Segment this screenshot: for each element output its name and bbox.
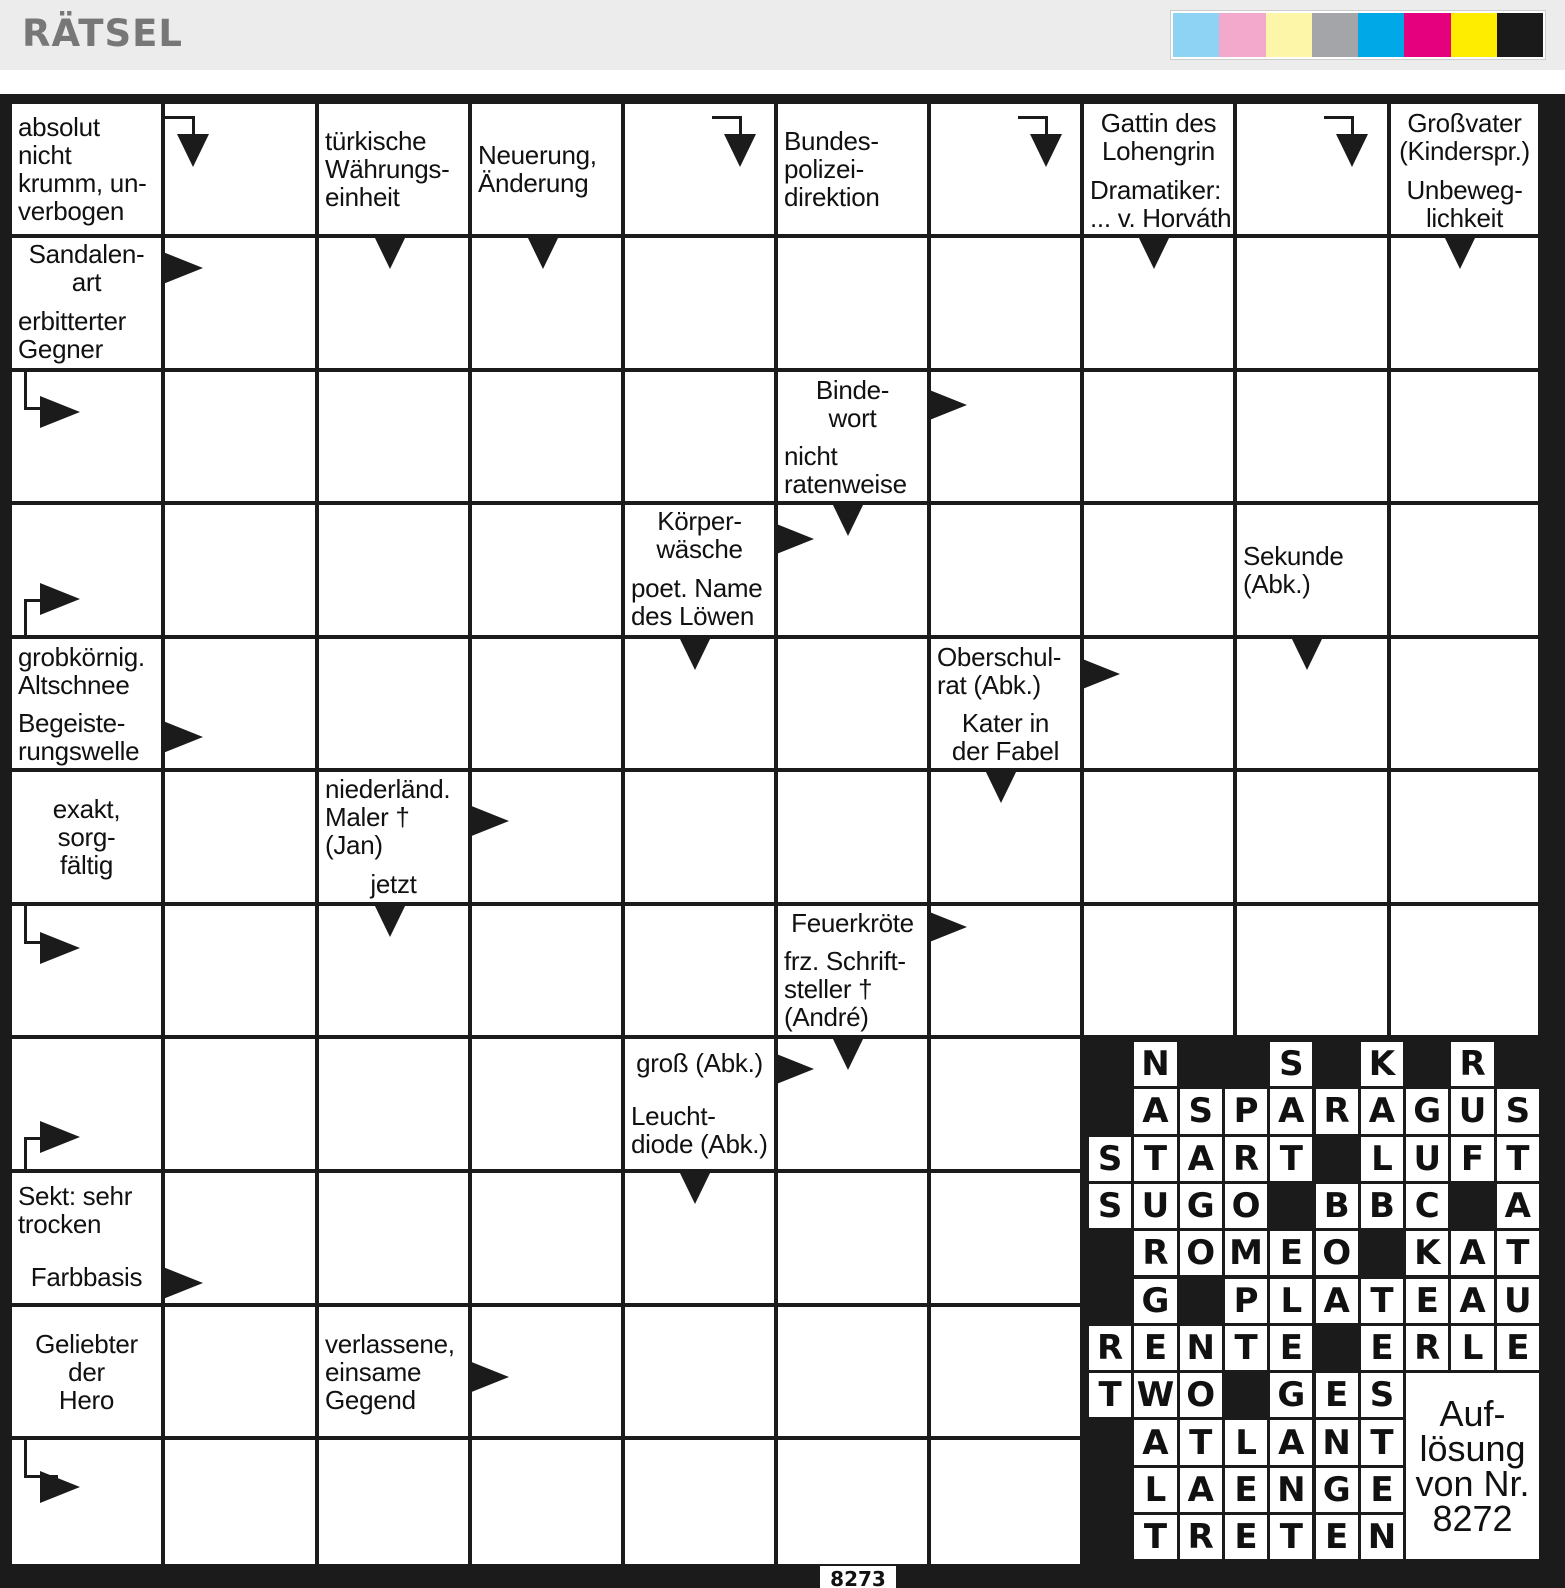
clue-text: Unbeweg- [1406, 175, 1523, 205]
arrow-right-icon [163, 252, 203, 284]
clue-text: ratenweise [784, 469, 907, 499]
solution-cell: N [1180, 1326, 1222, 1370]
color-swatch [1404, 13, 1450, 57]
grid-cell[interactable] [165, 1440, 315, 1564]
clue-text: einsame [325, 1356, 422, 1387]
arrow-down-icon [374, 236, 406, 269]
color-swatch [1451, 13, 1497, 57]
grid-cell[interactable] [472, 639, 621, 768]
grid-cell[interactable] [778, 772, 927, 902]
solution-cell: G [1180, 1184, 1222, 1228]
clue-unbeweg [1391, 174, 1538, 234]
solution-cell: U [1497, 1279, 1539, 1323]
solution-cell: T [1089, 1373, 1131, 1417]
solution-cell: B [1316, 1184, 1358, 1228]
solution-cell: E [1225, 1515, 1267, 1559]
grid-cell[interactable] [319, 639, 468, 768]
solution-label-line: lösung [1419, 1428, 1526, 1470]
solution-cell: G [1134, 1279, 1176, 1323]
clue-gattin [1084, 104, 1233, 170]
clue-text: Geliebter [35, 1328, 138, 1359]
grid-cell[interactable] [472, 906, 621, 1035]
clue-text: Oberschul- [937, 641, 1062, 672]
arrow-right-icon [40, 1121, 80, 1153]
header-bar [0, 0, 1565, 70]
arrow-down-icon [1336, 134, 1368, 167]
grid-cell[interactable] [778, 1307, 927, 1436]
clue-text: Gattin des [1100, 108, 1217, 138]
solution-cell: S [1089, 1184, 1131, 1228]
solution-cell: T [1361, 1279, 1403, 1323]
clue-text: poet. Name [631, 573, 763, 603]
clue-gross [625, 1039, 774, 1086]
arrow-down-icon [724, 134, 756, 167]
solution-label-line: von Nr. [1415, 1463, 1530, 1505]
solution-cell: E [1497, 1326, 1539, 1370]
clue-text: erbitterter [18, 306, 126, 336]
solution-label [1406, 1373, 1539, 1559]
grid-cell[interactable] [165, 1039, 315, 1169]
clue-text: Gegend [325, 1384, 416, 1415]
grid-cell[interactable] [931, 1440, 1080, 1564]
solution-cell: A [1180, 1137, 1222, 1181]
clue-text: absolut [18, 112, 100, 142]
grid-cell[interactable] [165, 906, 315, 1035]
clue-sandalen [12, 238, 161, 298]
solution-cell: S [1361, 1373, 1403, 1417]
grid-cell[interactable] [1084, 505, 1233, 635]
arrow-down-icon [832, 503, 864, 536]
solution-label-line: 8272 [1432, 1498, 1513, 1540]
grid-cell[interactable] [319, 505, 468, 635]
solution-cell: K [1406, 1231, 1448, 1275]
grid-cell[interactable] [1391, 639, 1538, 768]
grid-cell[interactable] [165, 372, 315, 501]
arrow-right-icon [163, 721, 203, 753]
grid-cell[interactable] [778, 238, 927, 368]
solution-cell: E [1270, 1231, 1312, 1275]
arrow-down-icon [177, 134, 209, 167]
solution-cell: N [1134, 1042, 1176, 1086]
grid-cell[interactable] [1391, 772, 1538, 902]
grid-cell[interactable] [931, 1307, 1080, 1436]
clue-text: exakt, [52, 794, 121, 824]
grid-cell[interactable] [1391, 372, 1538, 501]
clue-text: wort [828, 402, 877, 433]
clue-geliebter [12, 1307, 161, 1436]
clue-text: polizei- [784, 154, 864, 184]
grid-cell[interactable] [625, 238, 774, 368]
clue-text: Lohengrin [1102, 136, 1215, 166]
clue-text: trocken [18, 1209, 102, 1239]
solution-cell: E [1270, 1326, 1312, 1370]
grid-cell[interactable] [319, 1039, 468, 1169]
solution-cell: G [1406, 1089, 1448, 1133]
arrow-down-icon [985, 770, 1017, 803]
arrow-down-icon [679, 637, 711, 670]
solution-cell: E [1406, 1279, 1448, 1323]
clue-text: rungswelle [18, 736, 140, 766]
arrow-down-icon [679, 1171, 711, 1204]
arrow-down-icon [374, 904, 406, 937]
arrow-right-icon [40, 583, 80, 615]
solution-cell: T [1270, 1515, 1312, 1559]
grid-cell[interactable] [319, 1173, 468, 1303]
arrow-right-icon [469, 805, 509, 837]
clue-text: diode (Abk.) [631, 1128, 768, 1159]
clue-text: (André) [784, 1002, 869, 1032]
clue-text: Währungs- [325, 154, 450, 184]
solution-cell: E [1361, 1468, 1403, 1512]
grid-cell[interactable] [931, 1173, 1080, 1303]
color-swatch [1173, 13, 1219, 57]
grid-cell[interactable] [1084, 906, 1233, 1035]
grid-cell[interactable] [931, 1039, 1080, 1169]
grid-cell[interactable] [472, 505, 621, 635]
solution-cell: A [1451, 1279, 1493, 1323]
grid-cell[interactable] [1084, 772, 1233, 902]
hook-line-icon [712, 116, 742, 136]
clue-text: Sekunde [1243, 541, 1344, 571]
solution-cell: E [1134, 1326, 1176, 1370]
solution-cell: T [1134, 1515, 1176, 1559]
grid-cell[interactable] [778, 639, 927, 768]
arrow-down-icon [1138, 236, 1170, 269]
clue-neuerung [472, 104, 621, 234]
solution-cell: L [1225, 1420, 1267, 1464]
clue-text: Binde- [815, 374, 890, 405]
solution-cell: K [1361, 1042, 1403, 1086]
clue-jetzt [319, 866, 468, 902]
clue-text: Leucht- [631, 1100, 716, 1131]
clue-erbitterter [12, 302, 161, 368]
solution-cell: E [1361, 1326, 1403, 1370]
solution-cell: R [1180, 1515, 1222, 1559]
solution-cell: U [1134, 1184, 1176, 1228]
clue-text: rat (Abk.) [937, 669, 1041, 700]
arrow-down-icon [1291, 637, 1323, 670]
arrow-right-icon [774, 1053, 814, 1085]
clue-tuerkische [319, 104, 468, 234]
puzzle-number: 8273 [820, 1566, 896, 1588]
grid-cell[interactable] [625, 772, 774, 902]
clue-bundes [778, 104, 927, 234]
clue-text: groß (Abk.) [636, 1047, 763, 1078]
grid-cell[interactable] [319, 1440, 468, 1564]
clue-text: (Jan) [325, 830, 383, 860]
clue-text: Gegner [18, 334, 103, 364]
arrow-down-icon [832, 1037, 864, 1070]
arrow-down-icon [527, 236, 559, 269]
solution-cell: P [1225, 1279, 1267, 1323]
solution-cell: E [1316, 1373, 1358, 1417]
clue-text: verbogen [18, 196, 125, 226]
solution-cell: E [1225, 1468, 1267, 1512]
clue-bindewort [778, 372, 927, 435]
solution-cell: N [1361, 1515, 1403, 1559]
solution-cell: G [1316, 1468, 1358, 1512]
grid-cell[interactable] [1237, 772, 1387, 902]
arrow-right-icon [927, 911, 967, 943]
grid-cell[interactable] [472, 772, 621, 902]
color-swatch [1497, 13, 1543, 57]
solution-cell: P [1225, 1089, 1267, 1133]
solution-cell: R [1451, 1042, 1493, 1086]
solution-cell: N [1316, 1420, 1358, 1464]
grid-cell[interactable] [778, 1173, 927, 1303]
clue-text: steller † [784, 974, 873, 1004]
grid-cell[interactable] [165, 1307, 315, 1436]
solution-cell: R [1089, 1326, 1131, 1370]
clue-dramatiker [1084, 174, 1233, 234]
solution-cell: W [1134, 1373, 1176, 1417]
solution-cell: O [1180, 1373, 1222, 1417]
solution-cell: R [1406, 1326, 1448, 1370]
solution-cell: A [1361, 1089, 1403, 1133]
solution-cell: C [1406, 1184, 1448, 1228]
arrow-right-icon [927, 389, 967, 421]
solution-cell: O [1225, 1184, 1267, 1228]
grid-cell[interactable] [472, 1173, 621, 1303]
clue-text: Sandalen- [28, 239, 145, 269]
grid-cell[interactable] [625, 906, 774, 1035]
color-swatch [1358, 13, 1404, 57]
solution-label-line: Auf- [1439, 1393, 1506, 1435]
clue-poet [625, 569, 774, 635]
clue-text: fältig [59, 850, 114, 880]
solution-cell: L [1361, 1137, 1403, 1181]
solution-cell: T [1180, 1420, 1222, 1464]
clue-text: Feuerkröte [791, 907, 914, 938]
clue-text: Kater in [961, 708, 1050, 738]
clue-text: niederländ. [325, 774, 451, 804]
hook-line-icon [1018, 116, 1048, 136]
clue-text: krumm, un- [18, 168, 147, 198]
solution-cell: T [1134, 1137, 1176, 1181]
grid-cell[interactable] [319, 372, 468, 501]
hook-line-icon [163, 116, 195, 136]
clue-text: Hero [58, 1384, 115, 1415]
clue-text: türkische [325, 126, 427, 156]
hook-line-icon [24, 1137, 42, 1173]
solution-cell: S [1270, 1042, 1312, 1086]
clue-grossvater [1391, 104, 1538, 170]
arrow-down-icon [1444, 236, 1476, 269]
solution-cell: L [1451, 1326, 1493, 1370]
solution-cell: A [1316, 1279, 1358, 1323]
clue-text: ... v. Horváth [1090, 203, 1232, 233]
clue-text: des Löwen [631, 601, 755, 631]
solution-cell: N [1270, 1468, 1312, 1512]
clue-grobkoernig [12, 639, 161, 702]
grid-cell[interactable] [1391, 505, 1538, 635]
solution-cell: O [1180, 1231, 1222, 1275]
clue-text: Großvater [1407, 108, 1522, 138]
grid-cell[interactable] [1237, 104, 1387, 234]
grid-cell[interactable] [625, 1440, 774, 1564]
clue-nicht-raten [778, 439, 927, 501]
grid-cell[interactable] [1237, 372, 1387, 501]
solution-cell: T [1497, 1231, 1539, 1275]
solution-cell: O [1316, 1231, 1358, 1275]
clue-text: nicht [784, 441, 838, 471]
clue-text: Altschnee [18, 669, 130, 700]
clue-sekunde [1237, 505, 1387, 635]
solution-cell: F [1451, 1137, 1493, 1181]
solution-cell: R [1134, 1231, 1176, 1275]
solution-cell: A [1180, 1468, 1222, 1512]
clue-text: einheit [325, 182, 400, 212]
hook-line-icon [24, 1440, 58, 1478]
clue-text: Farbbasis [30, 1262, 143, 1292]
print-color-bar [1170, 10, 1546, 60]
clue-text: Maler † [325, 802, 410, 832]
arrow-right-icon [1080, 658, 1120, 690]
clue-absolut [12, 104, 161, 234]
solution-cell: A [1451, 1231, 1493, 1275]
grid-cell[interactable] [165, 772, 315, 902]
clue-koerper [625, 505, 774, 565]
clue-text: Körper- [657, 506, 742, 536]
solution-cell: S [1180, 1089, 1222, 1133]
page-title: RÄTSEL [22, 12, 183, 55]
clue-text: Bundes- [784, 126, 879, 156]
clue-text: (Abk.) [1243, 569, 1311, 599]
clue-text: nicht [18, 140, 72, 170]
grid-cell[interactable] [1084, 372, 1233, 501]
grid-cell[interactable] [625, 104, 774, 234]
solution-cell: S [1089, 1137, 1131, 1181]
solution-cell: G [1270, 1373, 1312, 1417]
solution-cell: R [1225, 1137, 1267, 1181]
clue-farbbasis [12, 1251, 161, 1303]
solution-cell: A [1134, 1089, 1176, 1133]
solution-cell: T [1225, 1326, 1267, 1370]
solution-cell: L [1270, 1279, 1312, 1323]
solution-cell: M [1225, 1231, 1267, 1275]
clue-frz [778, 943, 927, 1035]
clue-text: Begeiste- [18, 708, 126, 738]
clue-text: Neuerung, [478, 140, 597, 170]
hook-line-icon [24, 906, 58, 944]
solution-cell: R [1316, 1089, 1358, 1133]
clue-text: der Fabel [951, 736, 1060, 766]
clue-feuer [778, 906, 927, 939]
grid-cell[interactable] [472, 372, 621, 501]
clue-text: Dramatiker: [1090, 175, 1222, 205]
grid-cell[interactable] [165, 505, 315, 635]
clue-text: jetzt [370, 869, 417, 899]
grid-cell[interactable] [778, 1440, 927, 1564]
color-swatch [1266, 13, 1312, 57]
clue-text: frz. Schrift- [784, 946, 906, 976]
hook-line-icon [24, 599, 42, 635]
clue-text: grobkörnig. [18, 641, 145, 672]
solution-cell: T [1497, 1137, 1539, 1181]
clue-sekt [12, 1173, 161, 1247]
solution-cell: U [1451, 1089, 1493, 1133]
clue-exakt [12, 772, 161, 902]
solution-cell: T [1270, 1137, 1312, 1181]
clue-text: direktion [784, 182, 880, 212]
clue-begeisterung [12, 706, 161, 768]
grid-cell[interactable] [1391, 906, 1538, 1035]
solution-cell: T [1361, 1420, 1403, 1464]
color-swatch [1312, 13, 1358, 57]
arrow-down-icon [1030, 134, 1062, 167]
grid-cell[interactable] [1237, 238, 1387, 368]
color-swatch [1219, 13, 1265, 57]
solution-cell: A [1134, 1420, 1176, 1464]
clue-leucht [625, 1090, 774, 1169]
hook-line-icon [24, 372, 58, 410]
clue-text: sorg- [57, 822, 116, 852]
clue-oberschul [931, 639, 1080, 702]
grid-cell[interactable] [931, 505, 1080, 635]
grid-cell[interactable] [625, 1307, 774, 1436]
clue-verlassene [319, 1307, 468, 1436]
clue-text: der [68, 1356, 105, 1387]
arrow-right-icon [774, 523, 814, 555]
solution-cell: S [1497, 1089, 1539, 1133]
grid-cell[interactable] [931, 104, 1080, 234]
clue-text: Änderung [478, 168, 589, 198]
clue-text: lichkeit [1425, 203, 1504, 233]
clue-text: Sekt: sehr [18, 1181, 133, 1211]
arrow-right-icon [163, 1267, 203, 1299]
solution-cell: A [1270, 1420, 1312, 1464]
grid-cell[interactable] [472, 1039, 621, 1169]
clue-text: verlassene, [325, 1328, 455, 1359]
grid-cell[interactable] [931, 238, 1080, 368]
solution-cell: L [1134, 1468, 1176, 1512]
solution-cell: A [1270, 1089, 1312, 1133]
arrow-right-icon [469, 1361, 509, 1393]
hook-line-icon [1324, 116, 1354, 136]
clue-niederl [319, 772, 468, 862]
solution-cell: B [1361, 1184, 1403, 1228]
clue-text: (Kinderspr.) [1399, 136, 1530, 166]
grid-cell[interactable] [625, 372, 774, 501]
solution-cell: A [1497, 1184, 1539, 1228]
grid-cell[interactable] [1237, 906, 1387, 1035]
clue-kater [931, 706, 1080, 768]
solution-cell: U [1406, 1137, 1448, 1181]
clue-text: art [71, 267, 102, 297]
grid-cell[interactable] [472, 1440, 621, 1564]
solution-cell: E [1316, 1515, 1358, 1559]
clue-text: wäsche [656, 534, 743, 564]
